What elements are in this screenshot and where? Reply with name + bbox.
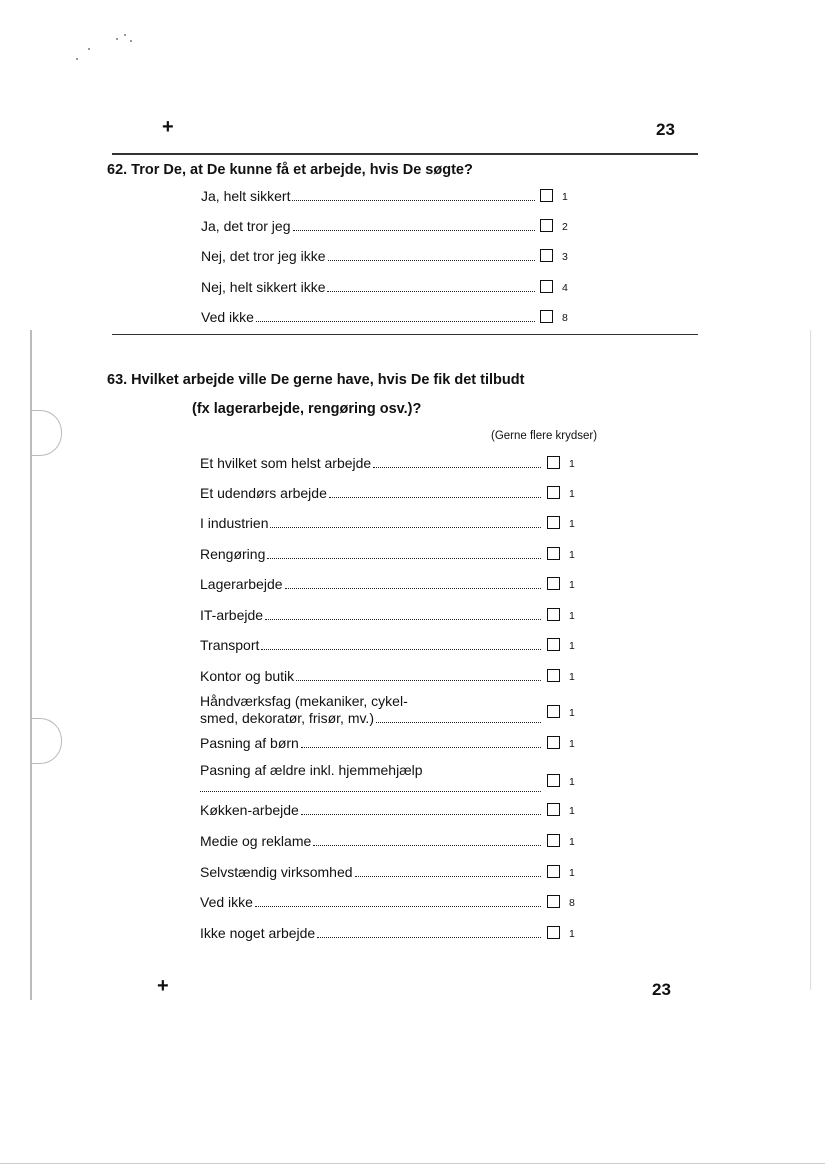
q62-option-checkbox[interactable] <box>540 310 553 323</box>
leader-dots <box>285 588 541 589</box>
q63-option-row <box>200 607 543 624</box>
q63-option-checkbox[interactable] <box>547 486 560 499</box>
q63-option-label: I industrien <box>200 515 269 531</box>
q62-option-code: 2 <box>562 221 568 233</box>
page-number-bottom: 23 <box>652 980 671 999</box>
q63-option-row <box>200 894 543 911</box>
q62-option-code: 4 <box>562 282 568 294</box>
q63-instruction-note: (Gerne flere krydser) <box>491 430 598 442</box>
q63-option-row <box>200 546 543 563</box>
q62-option-code: 8 <box>562 312 568 324</box>
leader-dots <box>200 791 541 792</box>
q63-option-checkbox[interactable] <box>547 705 560 718</box>
q63-option-code: 1 <box>569 738 575 750</box>
q63-option-row <box>200 576 543 593</box>
q63-option-label: Ikke noget arbejde <box>200 925 316 941</box>
q62-option-row <box>201 218 537 235</box>
q63-option-label: Rengøring <box>200 546 266 562</box>
q62-option-row <box>201 309 537 326</box>
leader-dots <box>373 467 541 468</box>
q62-option-label: Nej, helt sikkert ikke <box>201 279 326 295</box>
q63-option-code: 1 <box>569 579 575 591</box>
q63-title-line2: (fx lagerarbejde, rengøring osv.)? <box>192 401 422 417</box>
q62-option-label: Ja, det tror jeg <box>201 218 291 234</box>
q63-option-row <box>200 668 543 685</box>
scan-speck <box>124 34 126 36</box>
q63-option-row <box>200 637 543 654</box>
q62-option-checkbox[interactable] <box>540 189 553 202</box>
q63-option-row <box>200 802 543 819</box>
q62-option-row <box>201 188 537 205</box>
q63-option-checkbox[interactable] <box>547 895 560 908</box>
q63-option-code: 8 <box>569 897 575 909</box>
leader-dots <box>270 527 541 528</box>
header-rule <box>112 153 698 155</box>
q63-option-checkbox[interactable] <box>547 547 560 560</box>
q62-option-checkbox[interactable] <box>540 280 553 293</box>
right-edge-line <box>810 330 811 990</box>
leader-dots <box>313 845 541 846</box>
q63-option-row <box>200 485 543 502</box>
q63-option-row <box>200 735 543 752</box>
leader-dots <box>317 937 541 938</box>
leader-dots <box>255 906 541 907</box>
scan-speck <box>130 40 132 42</box>
q63-option-label: IT-arbejde <box>200 607 264 623</box>
scan-speck <box>88 48 90 50</box>
q62-option-label: Ved ikke <box>201 309 254 325</box>
q62-option-checkbox[interactable] <box>540 219 553 232</box>
q63-option-code: 1 <box>569 549 575 561</box>
q63-option-label: Transport <box>200 637 260 653</box>
q63-option-checkbox[interactable] <box>547 516 560 529</box>
q63-option-code: 1 <box>569 610 575 622</box>
q63-option-checkbox[interactable] <box>547 608 560 621</box>
q63-option-label: Køkken-arbejde <box>200 802 299 818</box>
q63-option-row <box>200 925 543 942</box>
q63-option-row <box>200 515 543 532</box>
q63-option-checkbox[interactable] <box>547 865 560 878</box>
q63-option-code: 1 <box>569 867 575 879</box>
q63-option-label: Pasning af børn <box>200 735 299 751</box>
page-number-top: 23 <box>656 120 675 139</box>
leader-dots <box>292 200 535 201</box>
bottom-edge-line <box>0 1163 825 1164</box>
q63-option-label: Pasning af ældre inkl. hjemmehjælp <box>200 762 423 778</box>
q62-option-checkbox[interactable] <box>540 249 553 262</box>
q63-option-checkbox[interactable] <box>547 669 560 682</box>
q63-option-code: 1 <box>569 836 575 848</box>
leader-dots <box>296 680 541 681</box>
q63-title-line1: 63. Hvilket arbejde ville De gerne have, hvis De fik det tilbudt <box>107 372 525 388</box>
q63-option-row <box>200 864 543 881</box>
q62-title: 62. Tror De, at De kunne få et arbejde, hvis De søgte? <box>107 162 473 178</box>
leader-dots <box>327 291 535 292</box>
leader-dots <box>261 649 541 650</box>
registration-mark-top: + <box>162 116 174 138</box>
leader-dots <box>265 619 541 620</box>
q63-option-checkbox[interactable] <box>547 577 560 590</box>
leader-dots <box>355 876 541 877</box>
scan-speck <box>116 38 118 40</box>
q62-option-label: Ja, helt sikkert <box>201 188 291 204</box>
q62-option-row <box>201 248 537 265</box>
q63-option-checkbox[interactable] <box>547 456 560 469</box>
leader-dots <box>329 497 541 498</box>
q62-option-label: Nej, det tror jeg ikke <box>201 248 326 264</box>
q62-option-row <box>201 279 537 296</box>
punch-hole <box>31 410 62 456</box>
q63-option-checkbox[interactable] <box>547 638 560 651</box>
punch-hole <box>31 718 62 764</box>
scan-speck <box>76 58 78 60</box>
q62-option-code: 1 <box>562 191 568 203</box>
q63-option-code: 1 <box>569 671 575 683</box>
leader-dots <box>301 814 541 815</box>
q63-option-label: Et hvilket som helst arbejde <box>200 455 372 471</box>
q62-option-code: 3 <box>562 251 568 263</box>
q63-option-code: 1 <box>569 488 575 500</box>
q63-option-label: Lagerarbejde <box>200 576 283 592</box>
q63-option-label: Selvstændig virksomhed <box>200 864 353 880</box>
q63-option-row <box>200 455 543 472</box>
q63-option-code: 1 <box>569 776 575 788</box>
q63-option-label: Medie og reklame <box>200 833 312 849</box>
q63-option-code: 1 <box>569 640 575 652</box>
leader-dots <box>301 747 541 748</box>
q63-option-checkbox[interactable] <box>547 774 560 787</box>
q63-option-label-line2: smed, dekoratør, frisør, mv.) <box>200 710 374 726</box>
q63-option-checkbox[interactable] <box>547 834 560 847</box>
q63-option-row <box>200 710 543 727</box>
leader-dots <box>293 230 536 231</box>
registration-mark-bottom: + <box>157 975 169 997</box>
q62-bottom-rule <box>112 334 698 335</box>
q63-option-code: 1 <box>569 928 575 940</box>
q63-option-label: Kontor og butik <box>200 668 295 684</box>
q63-option-code: 1 <box>569 518 575 530</box>
q63-option-label: Et udendørs arbejde <box>200 485 327 501</box>
q63-option-code: 1 <box>569 707 575 719</box>
q63-option-checkbox[interactable] <box>547 803 560 816</box>
q63-option-checkbox[interactable] <box>547 926 560 939</box>
q63-option-code: 1 <box>569 458 575 470</box>
q63-option-checkbox[interactable] <box>547 736 560 749</box>
leader-dots <box>328 260 536 261</box>
q63-option-row <box>200 833 543 850</box>
leader-dots <box>267 558 541 559</box>
q63-option-label: Ved ikke <box>200 894 253 910</box>
leader-dots <box>376 722 541 723</box>
q63-option-label-line1: Håndværksfag (mekaniker, cykel- <box>200 693 408 709</box>
q63-option-code: 1 <box>569 805 575 817</box>
leader-dots <box>256 321 535 322</box>
